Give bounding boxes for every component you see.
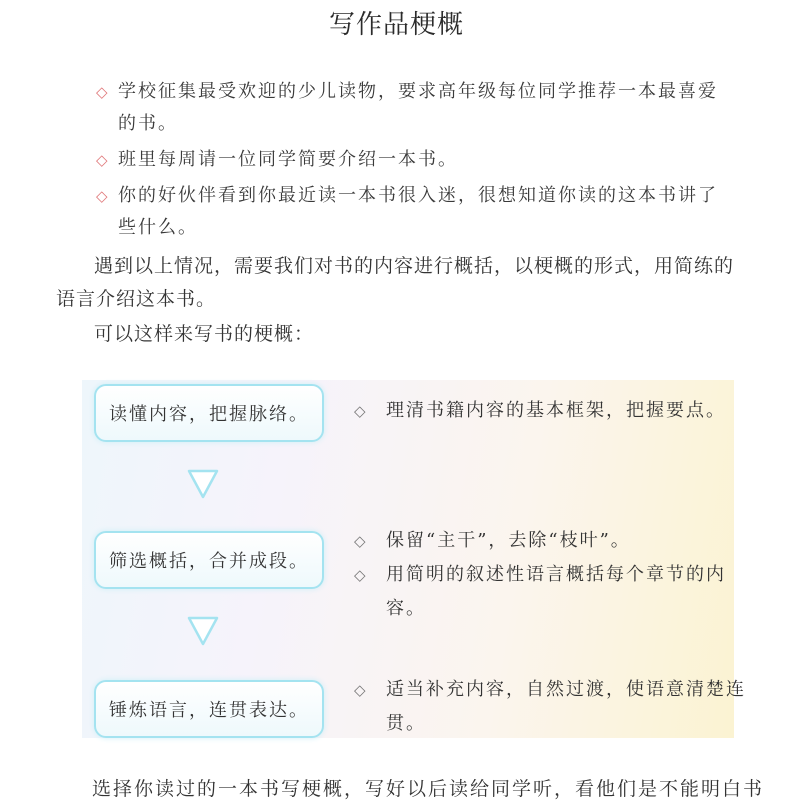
diamond-outline-icon: ◇: [354, 402, 368, 420]
step-box-3: [94, 680, 324, 738]
diamond-outline-icon: ◇: [354, 566, 368, 584]
list-item: [96, 180, 736, 244]
list-item: [96, 144, 736, 176]
diamond-outline-icon: ◇: [354, 532, 368, 550]
step-box-2: [94, 531, 324, 589]
step-note: [354, 524, 761, 558]
step-note-text: 理清书籍内容的基本框架，把握要点。: [386, 400, 726, 421]
page-title: 写作品梗概: [328, 10, 464, 40]
list-item-text: 学校征集最受欢迎的少儿读物，要求高年级每位同学推荐一本最喜爱的书。: [118, 81, 718, 134]
step-label: 筛选概括，合并成段。: [109, 551, 309, 572]
list-item-text: 班里每周请一位同学简要介绍一本书。: [118, 149, 458, 170]
down-triangle-icon: [186, 615, 220, 647]
down-triangle-icon: [186, 468, 220, 500]
step-note: [354, 558, 761, 626]
step-label: 读懂内容，把握脉络。: [109, 404, 309, 425]
list-item: [96, 76, 736, 140]
diamond-bullet-icon: ◇: [96, 187, 110, 205]
step-note-text: 适当补充内容，自然过渡，使语意清楚连贯。: [386, 679, 746, 734]
step-note: [354, 394, 761, 428]
intro-paragraph: 遇到以上情况，需要我们对书的内容进行概括，以梗概的形式，用简练的语言介绍这本书。: [56, 255, 735, 310]
diamond-bullet-icon: ◇: [96, 83, 110, 101]
diamond-bullet-icon: ◇: [96, 151, 110, 169]
step-note: [354, 673, 761, 741]
step-note-text: 用简明的叙述性语言概括每个章节的内容。: [386, 564, 726, 619]
scenario-list: [96, 76, 736, 248]
list-item-text: 你的好伙伴看到你最近读一本书很入迷，很想知道你读的这本书讲了些什么。: [118, 185, 718, 238]
method-intro-paragraph: 可以这样来写书的梗概：: [94, 323, 315, 345]
assignment-paragraph: 选择你读过的一本书写梗概，写好以后读给同学听，看他们是不能明白书: [92, 778, 765, 800]
step-box-1: [94, 384, 324, 442]
diamond-outline-icon: ◇: [354, 681, 368, 699]
step-label: 锤炼语言，连贯表达。: [109, 700, 309, 721]
step-note-text: 保留“主干”，去除“枝叶”。: [386, 530, 631, 551]
